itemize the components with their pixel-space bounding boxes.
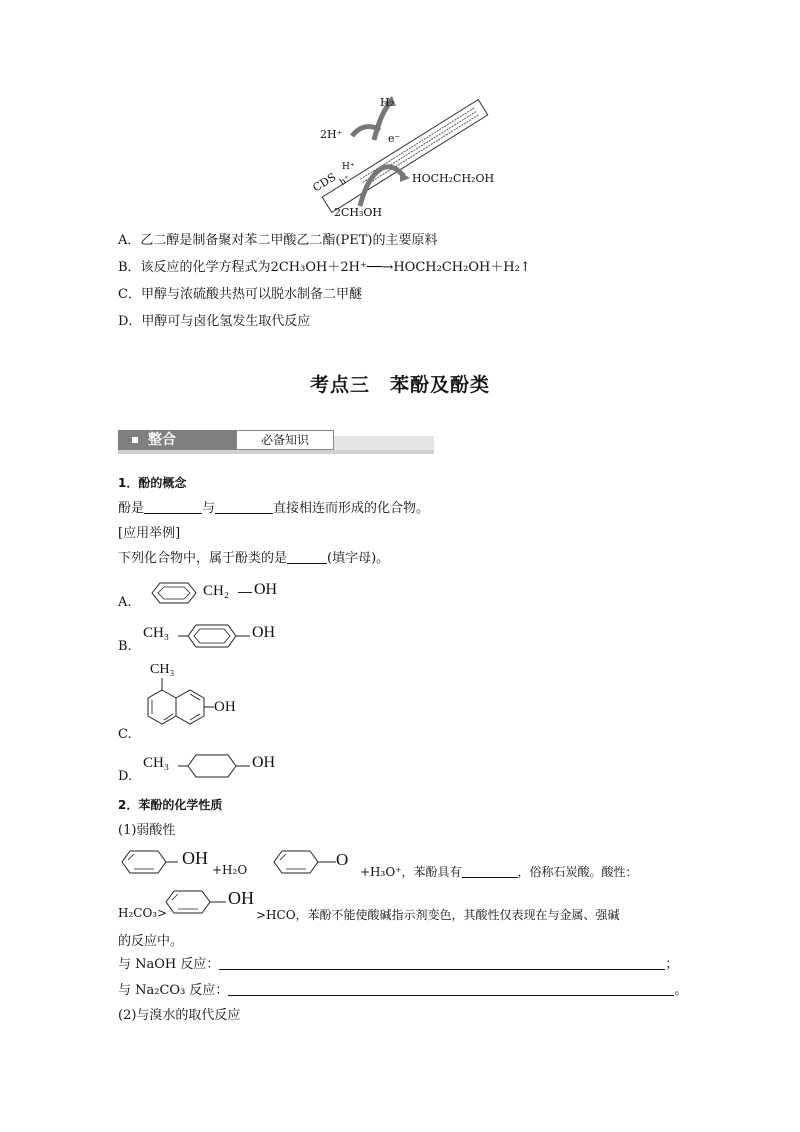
struct-d-oh: OH <box>252 754 276 771</box>
figure-drawing <box>300 96 510 226</box>
q1-heading: 1．酚的概念 <box>118 476 187 490</box>
section-banner <box>118 430 434 454</box>
option-a: A．乙二醇是制备聚对苯二甲酸乙二酯(PET)的主要原料 <box>118 233 438 248</box>
reactant-label: 2CH₃OH <box>334 206 383 219</box>
section-title: 考点三 苯酚及酚类 <box>309 374 490 396</box>
photocatalysis-figure <box>300 96 510 226</box>
blank-2[interactable] <box>215 500 273 514</box>
blank-3[interactable] <box>287 550 327 564</box>
hco-tail-text: >HCO，苯酚不能使酸碱指示剂变色，其酸性仅表现在与金属、强碱 <box>256 908 620 922</box>
banner-right-label: 必备知识 <box>236 430 334 450</box>
phenoxide-o: O <box>336 850 349 869</box>
naoh-answer-line <box>118 956 678 974</box>
cds-label: CDS <box>310 170 339 195</box>
na2co3-label: 与 Na₂CO₃ 反应： <box>118 983 229 998</box>
naoh-label: 与 NaOH 反应： <box>118 957 220 972</box>
def-part-a: 酚是 <box>118 501 145 516</box>
q2-sub1: (1)弱酸性 <box>118 823 176 838</box>
naphthalene-ring-c <box>138 676 218 740</box>
struct-b-ch3: CH₃ <box>143 625 170 641</box>
banner-left-label: 整合 <box>148 432 176 448</box>
plus-h2o: +H₂O <box>212 863 248 877</box>
struct-c-oh: OH <box>214 699 236 715</box>
q2-sub2: (2)与溴水的取代反应 <box>118 1008 241 1023</box>
bond-a <box>238 592 252 593</box>
banner-shade <box>332 436 434 450</box>
blank-4[interactable] <box>462 864 518 878</box>
q1-option-b: B. <box>118 639 132 654</box>
struct-a-ch2: CH₂ <box>203 583 230 599</box>
product-label: HOCH₂CH₂OH <box>412 172 495 185</box>
example-tag: [应用举例] <box>118 526 181 541</box>
reaction-tail <box>360 863 638 880</box>
phenol-oh-2: OH <box>228 888 254 908</box>
phenol-ring-2 <box>162 888 230 916</box>
option-d: D．甲醇可与卤化氢发生取代反应 <box>118 314 311 329</box>
naoh-blank[interactable] <box>219 956 665 970</box>
phenoxide-ring <box>270 848 342 876</box>
phenol-ring-1 <box>118 848 182 876</box>
na2co3-blank[interactable] <box>228 982 674 996</box>
naoh-end: ； <box>665 957 679 972</box>
banner-underline <box>118 450 434 454</box>
def-part-c: 直接相连而形成的化合物。 <box>273 501 430 516</box>
q1-question <box>118 550 389 568</box>
q2-continuation: 的反应中。 <box>118 934 184 949</box>
na2co3-end: 。 <box>674 983 688 998</box>
option-c: C．甲醇与浓硫酸共热可以脱水制备二甲醚 <box>118 287 362 302</box>
plus-h3o-text: +H₃O⁺，苯酚具有 <box>360 865 462 879</box>
cyclohexane-ring-d <box>178 752 254 780</box>
option-b: B．该反应的化学方程式为2CH₃OH＋2H⁺──→HOCH₂CH₂OH＋H₂↑ <box>118 260 531 275</box>
h-plus-inner-label: H⁺ <box>342 162 355 172</box>
blank-1[interactable] <box>144 500 202 514</box>
two-h-plus-label: 2H⁺ <box>320 128 343 141</box>
struct-b-oh: OH <box>252 624 276 641</box>
q2-heading: 2．苯酚的化学性质 <box>118 798 223 812</box>
question-text: 下列化合物中，属于酚类的是 <box>118 551 288 566</box>
def-part-b: 与 <box>202 501 216 516</box>
q1-option-a: A. <box>118 595 132 610</box>
q1-option-d: D. <box>118 769 133 784</box>
square-icon <box>132 437 138 443</box>
benzene-ring-b <box>178 622 254 650</box>
h-small-label: h⁺ <box>338 173 353 189</box>
q1-definition <box>118 500 429 518</box>
struct-c-ch3: CH₃ <box>150 662 175 677</box>
q1-option-c: C. <box>118 727 132 742</box>
common-name-text: ，俗称石炭酸。酸性： <box>517 865 638 879</box>
question-tail: (填字母)。 <box>327 551 390 566</box>
na2co3-answer-line <box>118 982 687 1000</box>
struct-a-oh: OH <box>254 581 278 598</box>
h2-label: H₂ <box>380 96 395 109</box>
struct-d-ch3: CH₃ <box>143 755 170 771</box>
electron-label: e⁻ <box>388 132 401 145</box>
banner-left <box>118 430 236 450</box>
phenol-oh-1: OH <box>182 848 208 868</box>
benzene-ring-a <box>144 580 204 606</box>
h2co3-text: H₂CO₃> <box>118 906 168 920</box>
